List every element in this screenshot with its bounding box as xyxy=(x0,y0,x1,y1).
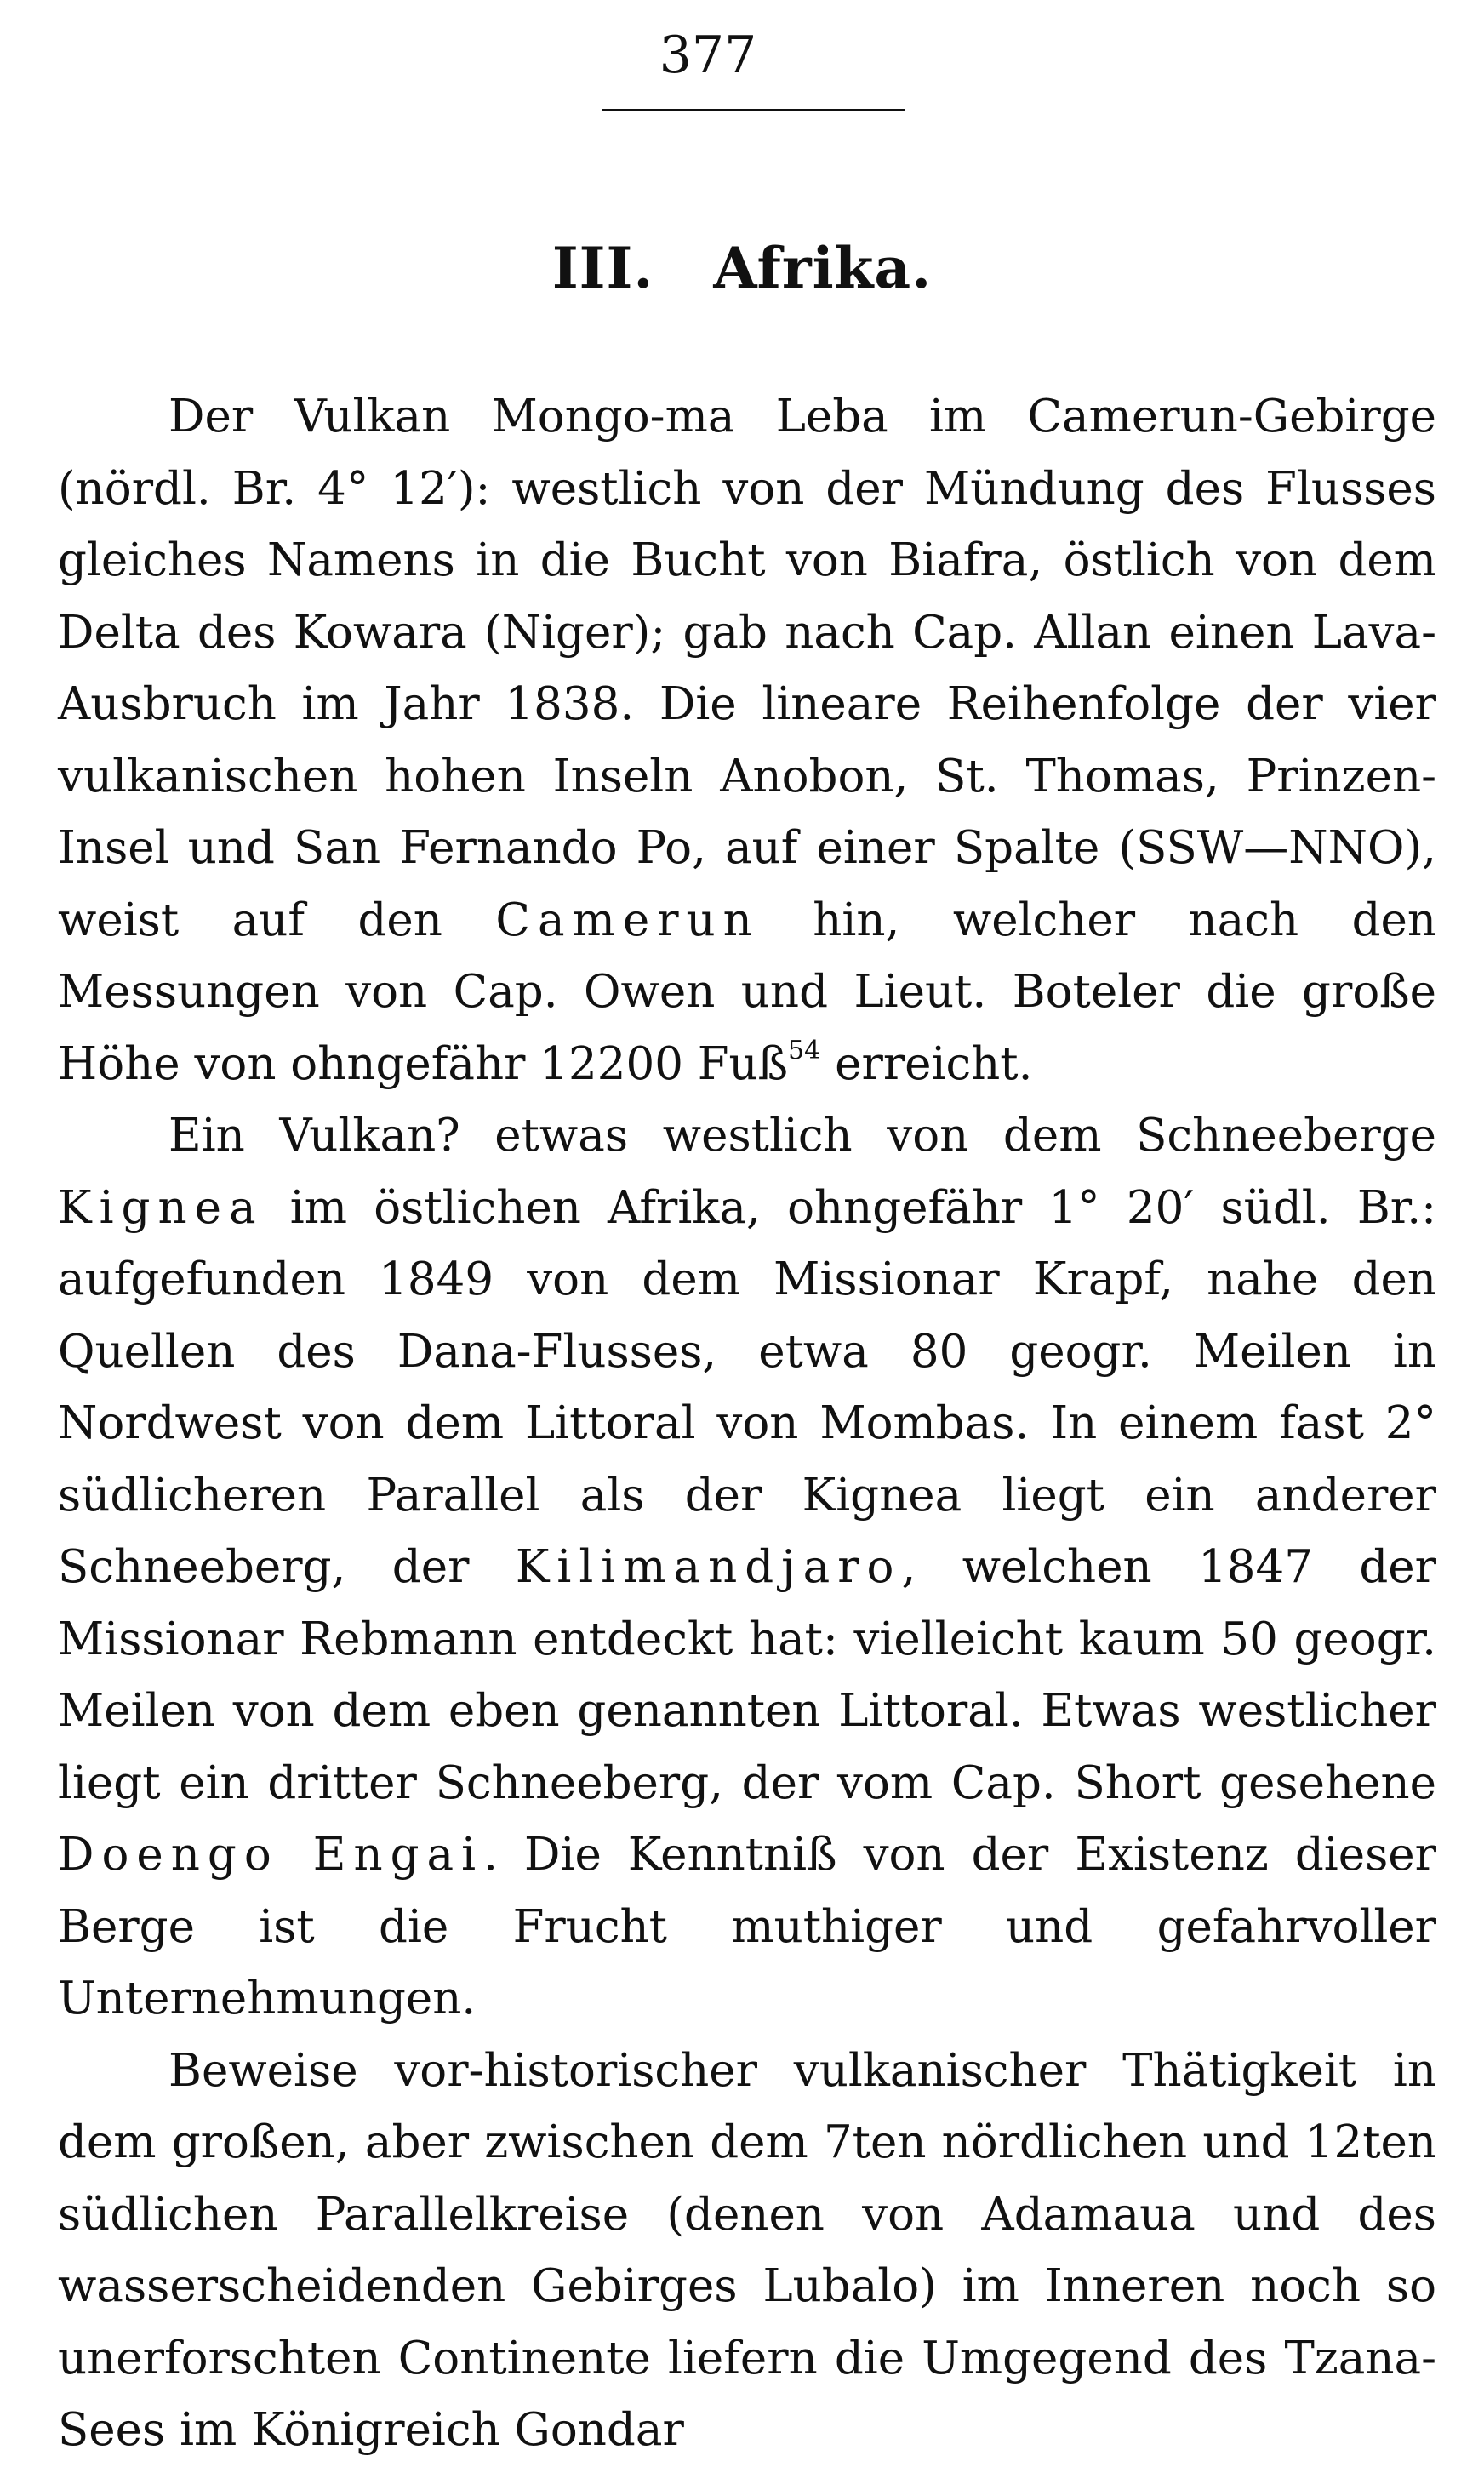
page-number: 377 xyxy=(659,26,757,85)
paragraph-text: Ein Vulkan? etwas westlich von dem Schneeberge xyxy=(168,1110,1436,1162)
footnote-marker: 54 xyxy=(788,1035,821,1065)
section-heading xyxy=(0,230,1484,306)
spaced-term: Doengo Engai xyxy=(58,1829,484,1881)
paragraph-east-africa xyxy=(58,1100,1436,2036)
paragraph-prehistoric xyxy=(58,2036,1436,2467)
paragraph-text: , welchen 1847 der Missionar Rebmann entdeckt hat: vielleicht kaum 50 geogr. Meilen von dem eben genannten Littoral. Etwas westlicher liegt ein dritter Schneeberg, der vom Cap. Short gesehene xyxy=(58,1541,1436,1809)
section-title: Afrika. xyxy=(713,235,933,301)
paragraph-text: Beweise vor-historischer vulkanischer Thätigkeit in dem großen, aber zwischen dem 7ten nördlichen und 12ten südlichen Parallelkreise (denen von Adamaua und des wasserscheidenden Gebirges Lubalo) im Inneren noch so unerforschten Continente liefern die Umgegend des Tzana-Sees im Königreich Gondar xyxy=(58,2044,1436,2456)
section-numeral: III. xyxy=(551,235,654,301)
paragraph-camerun xyxy=(58,381,1436,1100)
paragraph-text: hin, welcher nach den Messungen von Cap. Owen und Lieut. Boteler die große Höhe von ohngefähr 12200 Fuß xyxy=(58,894,1436,1090)
spaced-term: Kignea xyxy=(58,1181,264,1234)
paragraph-text: im östlichen Afrika, ohngefähr 1° 20′ südl. Br.: aufgefunden 1849 von dem Missionar Krapf, nahe den Quellen des Dana-Flusses, etwa 80 geogr. Meilen in Nordwest von dem Littoral von Mombas. In einem fast 2° südlicheren Parallel als der Kignea liegt ein anderer Schneeberg, der xyxy=(58,1181,1436,1593)
body-text xyxy=(58,381,1436,2467)
paragraph-text: Der Vulkan Mongo-ma Leba im Camerun-Gebirge (nördl. Br. 4° 12′): westlich von der Mündung des Flusses gleiches Namens in die Bucht von Biafra, östlich von dem Delta des Kowara (Niger); gab nach Cap. Allan einen Lava-Ausbruch im Jahr 1838. Die lineare Reihenfolge der vier vulkanischen hohen Inseln Anobon, St. Thomas, Prinzen-Insel und San Fernando Po, auf einer Spalte (SSW—NNO), weist auf den xyxy=(58,391,1436,946)
spaced-term: Camerun xyxy=(495,894,760,946)
spaced-term: Kilimandjaro xyxy=(515,1541,902,1593)
header-rule xyxy=(602,109,905,111)
paragraph-text: . Die Kenntniß von der Existenz dieser Berge ist die Frucht muthiger und gefahrvoller Unternehmungen. xyxy=(58,1829,1436,2024)
paragraph-text: erreicht. xyxy=(820,1037,1033,1090)
